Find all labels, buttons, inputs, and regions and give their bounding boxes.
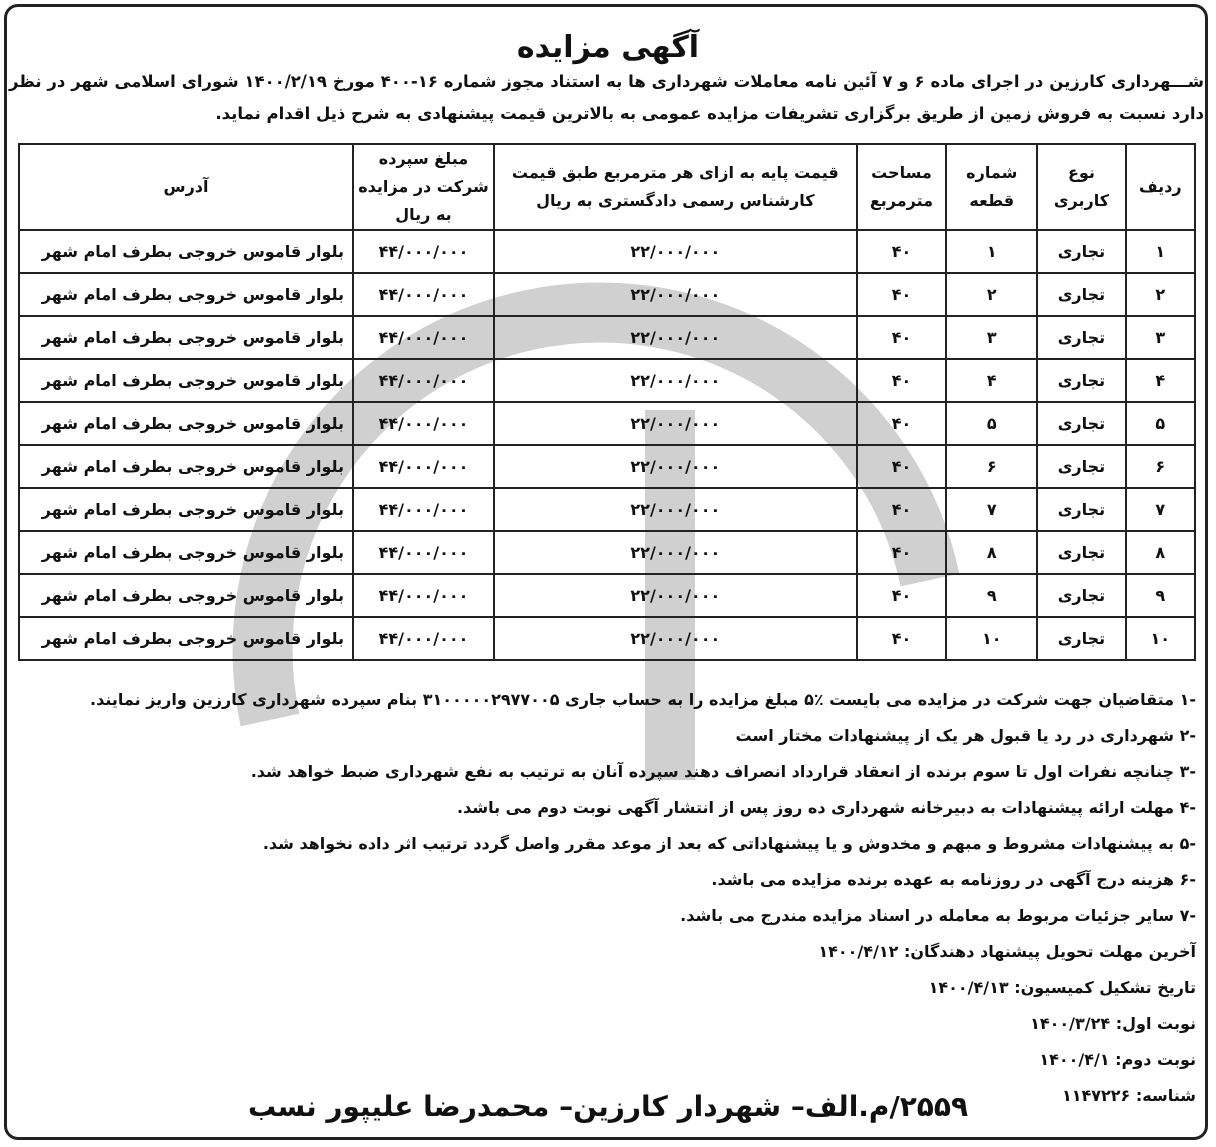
table-cell: ۱۰ — [946, 617, 1037, 660]
table-cell: ۷ — [946, 488, 1037, 531]
table-cell: بلوار قاموس خروجی بطرف امام شهر — [19, 574, 353, 617]
table-cell: تجاری — [1037, 359, 1125, 402]
table-cell: ۲ — [1126, 273, 1195, 316]
table-cell: ۴۰ — [857, 402, 946, 445]
table-cell: ۶ — [1126, 445, 1195, 488]
table-cell: بلوار قاموس خروجی بطرف امام شهر — [19, 230, 353, 273]
table-cell: ۴۴/۰۰۰/۰۰۰ — [353, 488, 494, 531]
table-cell: ۲۲/۰۰۰/۰۰۰ — [494, 273, 857, 316]
table-cell: ۱۰ — [1126, 617, 1195, 660]
table-row — [19, 445, 1195, 488]
note-item: -۵ به پیشنهادات مشروط و مبهم و مخدوش و یا پیشنهاداتی که بعد از موعد مقرر واصل گردد ترتیب اثر داده نخواهد شد. — [262, 834, 1196, 853]
table-cell: ۴۴/۰۰۰/۰۰۰ — [353, 574, 494, 617]
table-cell: بلوار قاموس خروجی بطرف امام شهر — [19, 402, 353, 445]
table-row — [19, 230, 1195, 273]
table-row — [19, 316, 1195, 359]
table-cell: ۲۲/۰۰۰/۰۰۰ — [494, 230, 857, 273]
table-cell: ۳ — [946, 316, 1037, 359]
table-cell: ۲ — [946, 273, 1037, 316]
column-header: قیمت پایه به ازای هر مترمربع طبق قیمت کارشناس رسمی دادگستری به ریال — [494, 144, 857, 230]
table-cell: تجاری — [1037, 316, 1125, 359]
table-cell: ۴۴/۰۰۰/۰۰۰ — [353, 230, 494, 273]
table-cell: ۲۲/۰۰۰/۰۰۰ — [494, 574, 857, 617]
table-cell: بلوار قاموس خروجی بطرف امام شهر — [19, 617, 353, 660]
auction-table — [18, 143, 1196, 661]
table-cell: ۹ — [1126, 574, 1195, 617]
note-item: -۲ شهرداری در رد یا قبول هر یک از پیشنهادات مختار است — [735, 726, 1196, 745]
table-cell: ۴ — [1126, 359, 1195, 402]
table-cell: ۶ — [946, 445, 1037, 488]
column-header: مساحت مترمربع — [857, 144, 946, 230]
note-item: -۳ چنانچه نفرات اول تا سوم برنده از انعقاد قرارداد انصراف دهند سپرده آنان به ترتیب به نفع شهرداری ضبط خواهد شد. — [250, 762, 1196, 781]
table-cell: تجاری — [1037, 230, 1125, 273]
table-cell: ۴۴/۰۰۰/۰۰۰ — [353, 316, 494, 359]
note-item: تاریخ تشکیل کمیسیون: ۱۴۰۰/۴/۱۳ — [928, 978, 1196, 997]
table-cell: ۲۲/۰۰۰/۰۰۰ — [494, 359, 857, 402]
table-cell: ۴۰ — [857, 359, 946, 402]
table-cell: تجاری — [1037, 445, 1125, 488]
table-cell: ۴۴/۰۰۰/۰۰۰ — [353, 359, 494, 402]
note-item: نوبت دوم: ۱۴۰۰/۴/۱ — [1039, 1050, 1196, 1069]
intro-paragraph: شـــهرداری کارزین در اجرای ماده ۶ و ۷ آئین نامه معاملات شهرداری ها به استناد مجوز شماره ۱۶-۴۰۰ مورخ ۱۴۰۰/۲/۱۹ شورای اسلامی شهر در نظر دارد نسبت به فروش زمین از طریق برگزاری تشریفات مزایده عمومی به بالاترین قیمت پیشنهادی به شرح ذیل اقدام نماید. — [9, 72, 1204, 123]
page-title: آگهی مزایده — [516, 30, 700, 65]
table-cell: بلوار قاموس خروجی بطرف امام شهر — [19, 445, 353, 488]
column-header: شماره قطعه — [946, 144, 1037, 230]
column-header: ردیف — [1126, 144, 1195, 230]
table-cell: ۴۰ — [857, 230, 946, 273]
table-cell: ۴۰ — [857, 445, 946, 488]
table-cell: ۴۴/۰۰۰/۰۰۰ — [353, 531, 494, 574]
table-cell: ۱ — [1126, 230, 1195, 273]
table-cell: ۴۴/۰۰۰/۰۰۰ — [353, 273, 494, 316]
table-cell: تجاری — [1037, 617, 1125, 660]
table-cell: ۴۰ — [857, 488, 946, 531]
table-cell: بلوار قاموس خروجی بطرف امام شهر — [19, 531, 353, 574]
table-cell: ۲۲/۰۰۰/۰۰۰ — [494, 316, 857, 359]
table-cell: تجاری — [1037, 273, 1125, 316]
table-cell: تجاری — [1037, 574, 1125, 617]
note-item: -۱ متقاضیان جهت شرکت در مزایده می بایست ٪۵ مبلغ مزایده را به حساب جاری ۳۱۰۰۰۰۰۲۹۷۷۰۰۵ بنام سپرده شهرداری کارزین واریز نمایند. — [90, 690, 1196, 709]
table-cell: بلوار قاموس خروجی بطرف امام شهر — [19, 273, 353, 316]
note-item: -۷ سایر جزئیات مربوط به معامله در اسناد مزایده مندرج می باشد. — [680, 906, 1196, 925]
table-cell: ۴۴/۰۰۰/۰۰۰ — [353, 402, 494, 445]
table-cell: ۴۰ — [857, 273, 946, 316]
table-cell: ۳ — [1126, 316, 1195, 359]
table-row — [19, 617, 1195, 660]
table-row — [19, 273, 1195, 316]
note-item: نوبت اول: ۱۴۰۰/۳/۲۴ — [1030, 1014, 1196, 1033]
table-cell: ۵ — [1126, 402, 1195, 445]
note-item: -۴ مهلت ارائه پیشنهادات به دبیرخانه شهرداری ده روز پس از انتشار آگهی نوبت دوم می باشد. — [457, 798, 1196, 817]
table-row — [19, 402, 1195, 445]
table-cell: ۴۴/۰۰۰/۰۰۰ — [353, 617, 494, 660]
note-item: آخرین مهلت تحویل پیشنهاد دهندگان: ۱۴۰۰/۴/۱۲ — [818, 942, 1196, 961]
table-cell: ۹ — [946, 574, 1037, 617]
table-row — [19, 531, 1195, 574]
column-header: آدرس — [19, 144, 353, 230]
notes-list — [16, 682, 1196, 1114]
table-cell: ۴۴/۰۰۰/۰۰۰ — [353, 445, 494, 488]
table-row — [19, 359, 1195, 402]
table-cell: بلوار قاموس خروجی بطرف امام شهر — [19, 359, 353, 402]
table-cell: تجاری — [1037, 402, 1125, 445]
table-cell: ۵ — [946, 402, 1037, 445]
table-cell: ۷ — [1126, 488, 1195, 531]
column-header: نوع کاربری — [1037, 144, 1125, 230]
table-cell: ۱ — [946, 230, 1037, 273]
table-cell: ۲۲/۰۰۰/۰۰۰ — [494, 488, 857, 531]
note-item: شناسه: ۱۱۴۷۲۲۶ — [1061, 1086, 1196, 1105]
table-cell: ۸ — [1126, 531, 1195, 574]
table-cell: ۴ — [946, 359, 1037, 402]
table-cell: ۴۰ — [857, 316, 946, 359]
table-cell: ۲۲/۰۰۰/۰۰۰ — [494, 402, 857, 445]
note-item: -۶ هزینه درج آگهی در روزنامه به عهده برنده مزایده می باشد. — [711, 870, 1196, 889]
table-cell: تجاری — [1037, 488, 1125, 531]
signature-line: ۲۵۵۹/م.الف– شهردار کارزین– محمدرضا علیپور نسب — [247, 1090, 969, 1123]
table-cell: ۲۲/۰۰۰/۰۰۰ — [494, 445, 857, 488]
column-header: مبلغ سپرده شرکت در مزایده به ریال — [353, 144, 494, 230]
table-cell: بلوار قاموس خروجی بطرف امام شهر — [19, 316, 353, 359]
table-cell: ۴۰ — [857, 617, 946, 660]
table-cell: ۲۲/۰۰۰/۰۰۰ — [494, 531, 857, 574]
table-cell: ۴۰ — [857, 574, 946, 617]
table-cell: تجاری — [1037, 531, 1125, 574]
table-row — [19, 574, 1195, 617]
table-cell: ۸ — [946, 531, 1037, 574]
table-row — [19, 488, 1195, 531]
table-cell: ۴۰ — [857, 531, 946, 574]
table-cell: بلوار قاموس خروجی بطرف امام شهر — [19, 488, 353, 531]
table-cell: ۲۲/۰۰۰/۰۰۰ — [494, 617, 857, 660]
